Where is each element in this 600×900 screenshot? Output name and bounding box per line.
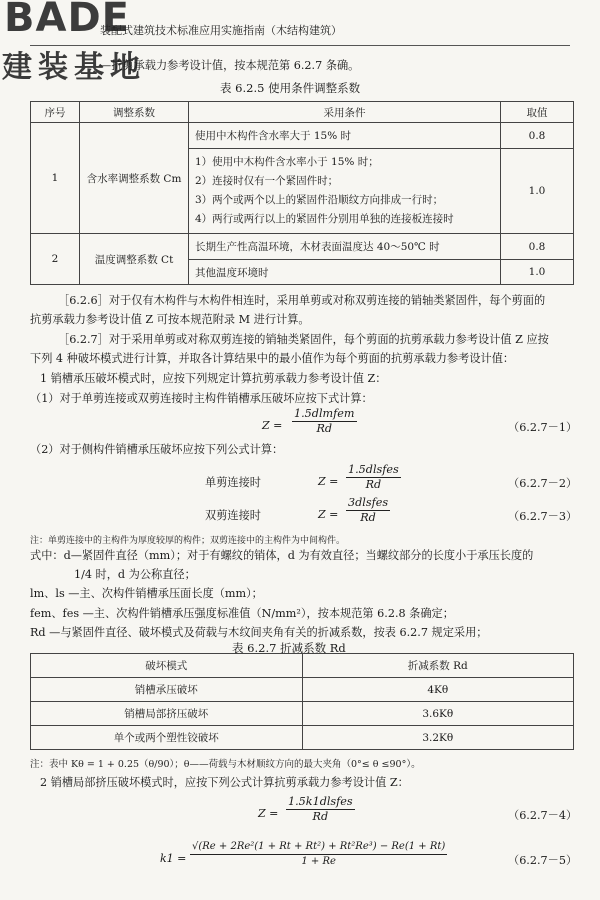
col-header-rd: 折减系数 Rd [302,654,574,678]
col-header-coef: 调整系数 [80,102,189,123]
item-1-1: （1）对于单剪连接或双剪连接时主构件销槽承压破坏应按下式计算： [30,392,373,405]
brand-logo-en: BADE [4,0,130,41]
table-6-2-5 [30,101,574,285]
cond-line: 3）两个或两个以上的紧固件沿顺纹方向排成一行时； [195,194,444,206]
def-f: fem、fes —主、次构件销槽承压强度标准值（N/mm²），按本规范第 6.2.8 条确定； [30,607,454,620]
def-d: 式中：d—紧固件直径（mm）；对于有螺纹的销体，d 为有效直径；当螺纹部分的长度小于承压长度的 [30,549,534,562]
eq1-number: （6.2.7－1） [508,421,578,434]
para-6-2-6-line2: 抗剪承载力参考设计值 Z 可按本规范附录 M 进行计算。 [30,313,310,326]
mode-cell: 单个或两个塑性铰破坏 [31,726,303,750]
eq2-denominator: Rd [365,478,382,491]
eq2-fraction [346,463,401,492]
col-header-cond: 采用条件 [189,102,501,123]
eq2-numerator: 1.5dlsfes [348,463,399,476]
item-1: 1 销槽承压破坏模式时，应按下列规定计算抗剪承载力参考设计值 Z： [40,372,387,385]
eq5-numerator: √(Re + 2Re²(1 + Rt + Rt²) + Rt²Re³) − Re(1 + Rt) [190,840,447,855]
row1-no: 1 [31,123,80,234]
running-head: 装配式建筑技术标准应用实施指南（木结构建筑） [100,24,342,37]
mode-cell: 销槽局部挤压破坏 [31,702,303,726]
eq3-number: （6.2.7－3） [508,510,578,523]
row2-coef: 温度调整系数 Ct [80,234,189,285]
mode-cell: 销槽承压破坏 [31,678,303,702]
eq2-number: （6.2.7－2） [508,477,578,490]
para-6-2-6-line1: ［6.2.6］对于仅有木构件与木构件相连时，采用单剪或对称双剪连接的销轴类紧固件，每个剪面的 [58,294,546,307]
eq1-fraction [292,407,357,436]
brand-logo-cn: 建装基地 [2,50,146,85]
row1-cond-a: 使用中木构件含水率大于 15% 时 [189,123,501,149]
double-shear-label: 双剪连接时 [205,509,261,522]
eq4-denominator: Rd [312,810,329,823]
row1-val-a: 0.8 [501,123,574,149]
row2-val-b: 1.0 [501,260,574,285]
note-2: 注：表中 Kθ = 1 + 0.25（θ/90）；θ——荷载与木材顺纹方向的最大夹角（0°≤ θ ≤90°）。 [30,759,421,770]
top-fragment: —抗剪承载力参考设计值，按本规范第 6.2.7 条确。 [100,59,360,72]
rd-cell: 4Kθ [302,678,574,702]
eq5-denominator: 1 + Re [301,856,336,867]
eq1-lhs: Z = [262,419,283,432]
eq3-denominator: Rd [360,511,376,524]
item-1-2: （2）对于侧构件销槽承压破坏应按下列公式计算： [30,443,284,456]
eq4-number: （6.2.7－4） [508,809,578,822]
header-rule [30,45,570,46]
row1-cond-b [189,149,501,234]
eq5-fraction [190,840,447,869]
cond-line: 2）连接时仅有一个紧固件时； [195,175,339,187]
row1-coef: 含水率调整系数 Cm [80,123,189,234]
eq4-fraction [286,795,355,824]
eq2-lhs: Z = [318,475,339,488]
eq1-numerator: 1.5dlmfem [294,407,355,420]
cond-line: 1）使用中木构件含水率小于 15% 时； [195,156,379,168]
table-row [31,702,574,726]
eq3-numerator: 3dlsfes [348,496,389,509]
eq4-numerator: 1.5k1dlsfes [288,795,353,808]
table-row [31,678,574,702]
table-row [31,726,574,750]
row2-cond-a: 长期生产性高温环境，木材表面温度达 40～50℃ 时 [189,234,501,260]
para-6-2-7-line1: ［6.2.7］对于采用单剪或对称双剪连接的销轴类紧固件，每个剪面的抗剪承载力参考设计值 Z 应按 [58,333,549,346]
table-row [31,234,574,260]
eq3-lhs: Z = [318,508,339,521]
eq5-number: （6.2.7－5） [508,854,578,867]
eq4-lhs: Z = [258,807,279,820]
row1-val-b: 1.0 [501,149,574,234]
def-d-cont: 1/4 时，d 为公称直径； [74,568,196,581]
note-1: 注：单剪连接中的主构件为厚度较厚的构件；双剪连接中的主构件为中间构件。 [30,536,346,546]
row2-val-a: 0.8 [501,234,574,260]
col-header-mode: 破坏模式 [31,654,303,678]
def-rd: Rd —与紧固件直径、破坏模式及荷载与木纹间夹角有关的折减系数，按表 6.2.7 规定采用； [30,626,488,639]
single-shear-label: 单剪连接时 [205,476,261,489]
table-row [31,123,574,149]
eq1-denominator: Rd [316,422,333,435]
para-6-2-7-line2: 下列 4 种破坏模式进行计算，并取各计算结果中的最小值作为每个剪面的抗剪承载力参考设计值： [30,352,515,365]
cond-line: 4）两行或两行以上的紧固件分别用单独的连接板连接时 [195,213,454,225]
row2-cond-b: 其他温度环境时 [189,260,501,285]
def-l: lm、ls —主、次构件销槽承压面长度（mm）； [30,587,263,600]
table-6-2-7 [30,653,574,750]
item-2: 2 销槽局部挤压破坏模式时，应按下列公式计算抗剪承载力参考设计值 Z： [40,776,409,789]
col-header-no: 序号 [31,102,80,123]
rd-cell: 3.2Kθ [302,726,574,750]
row2-no: 2 [31,234,80,285]
table-header-row [31,102,574,123]
table2-caption: 表 6.2.7 折减系数 Rd [232,641,346,655]
col-header-value: 取值 [501,102,574,123]
table1-caption: 表 6.2.5 使用条件调整系数 [220,81,361,95]
rd-cell: 3.6Kθ [302,702,574,726]
eq5-lhs: k1 = [160,852,187,865]
table-header-row [31,654,574,678]
eq3-fraction [346,496,390,525]
